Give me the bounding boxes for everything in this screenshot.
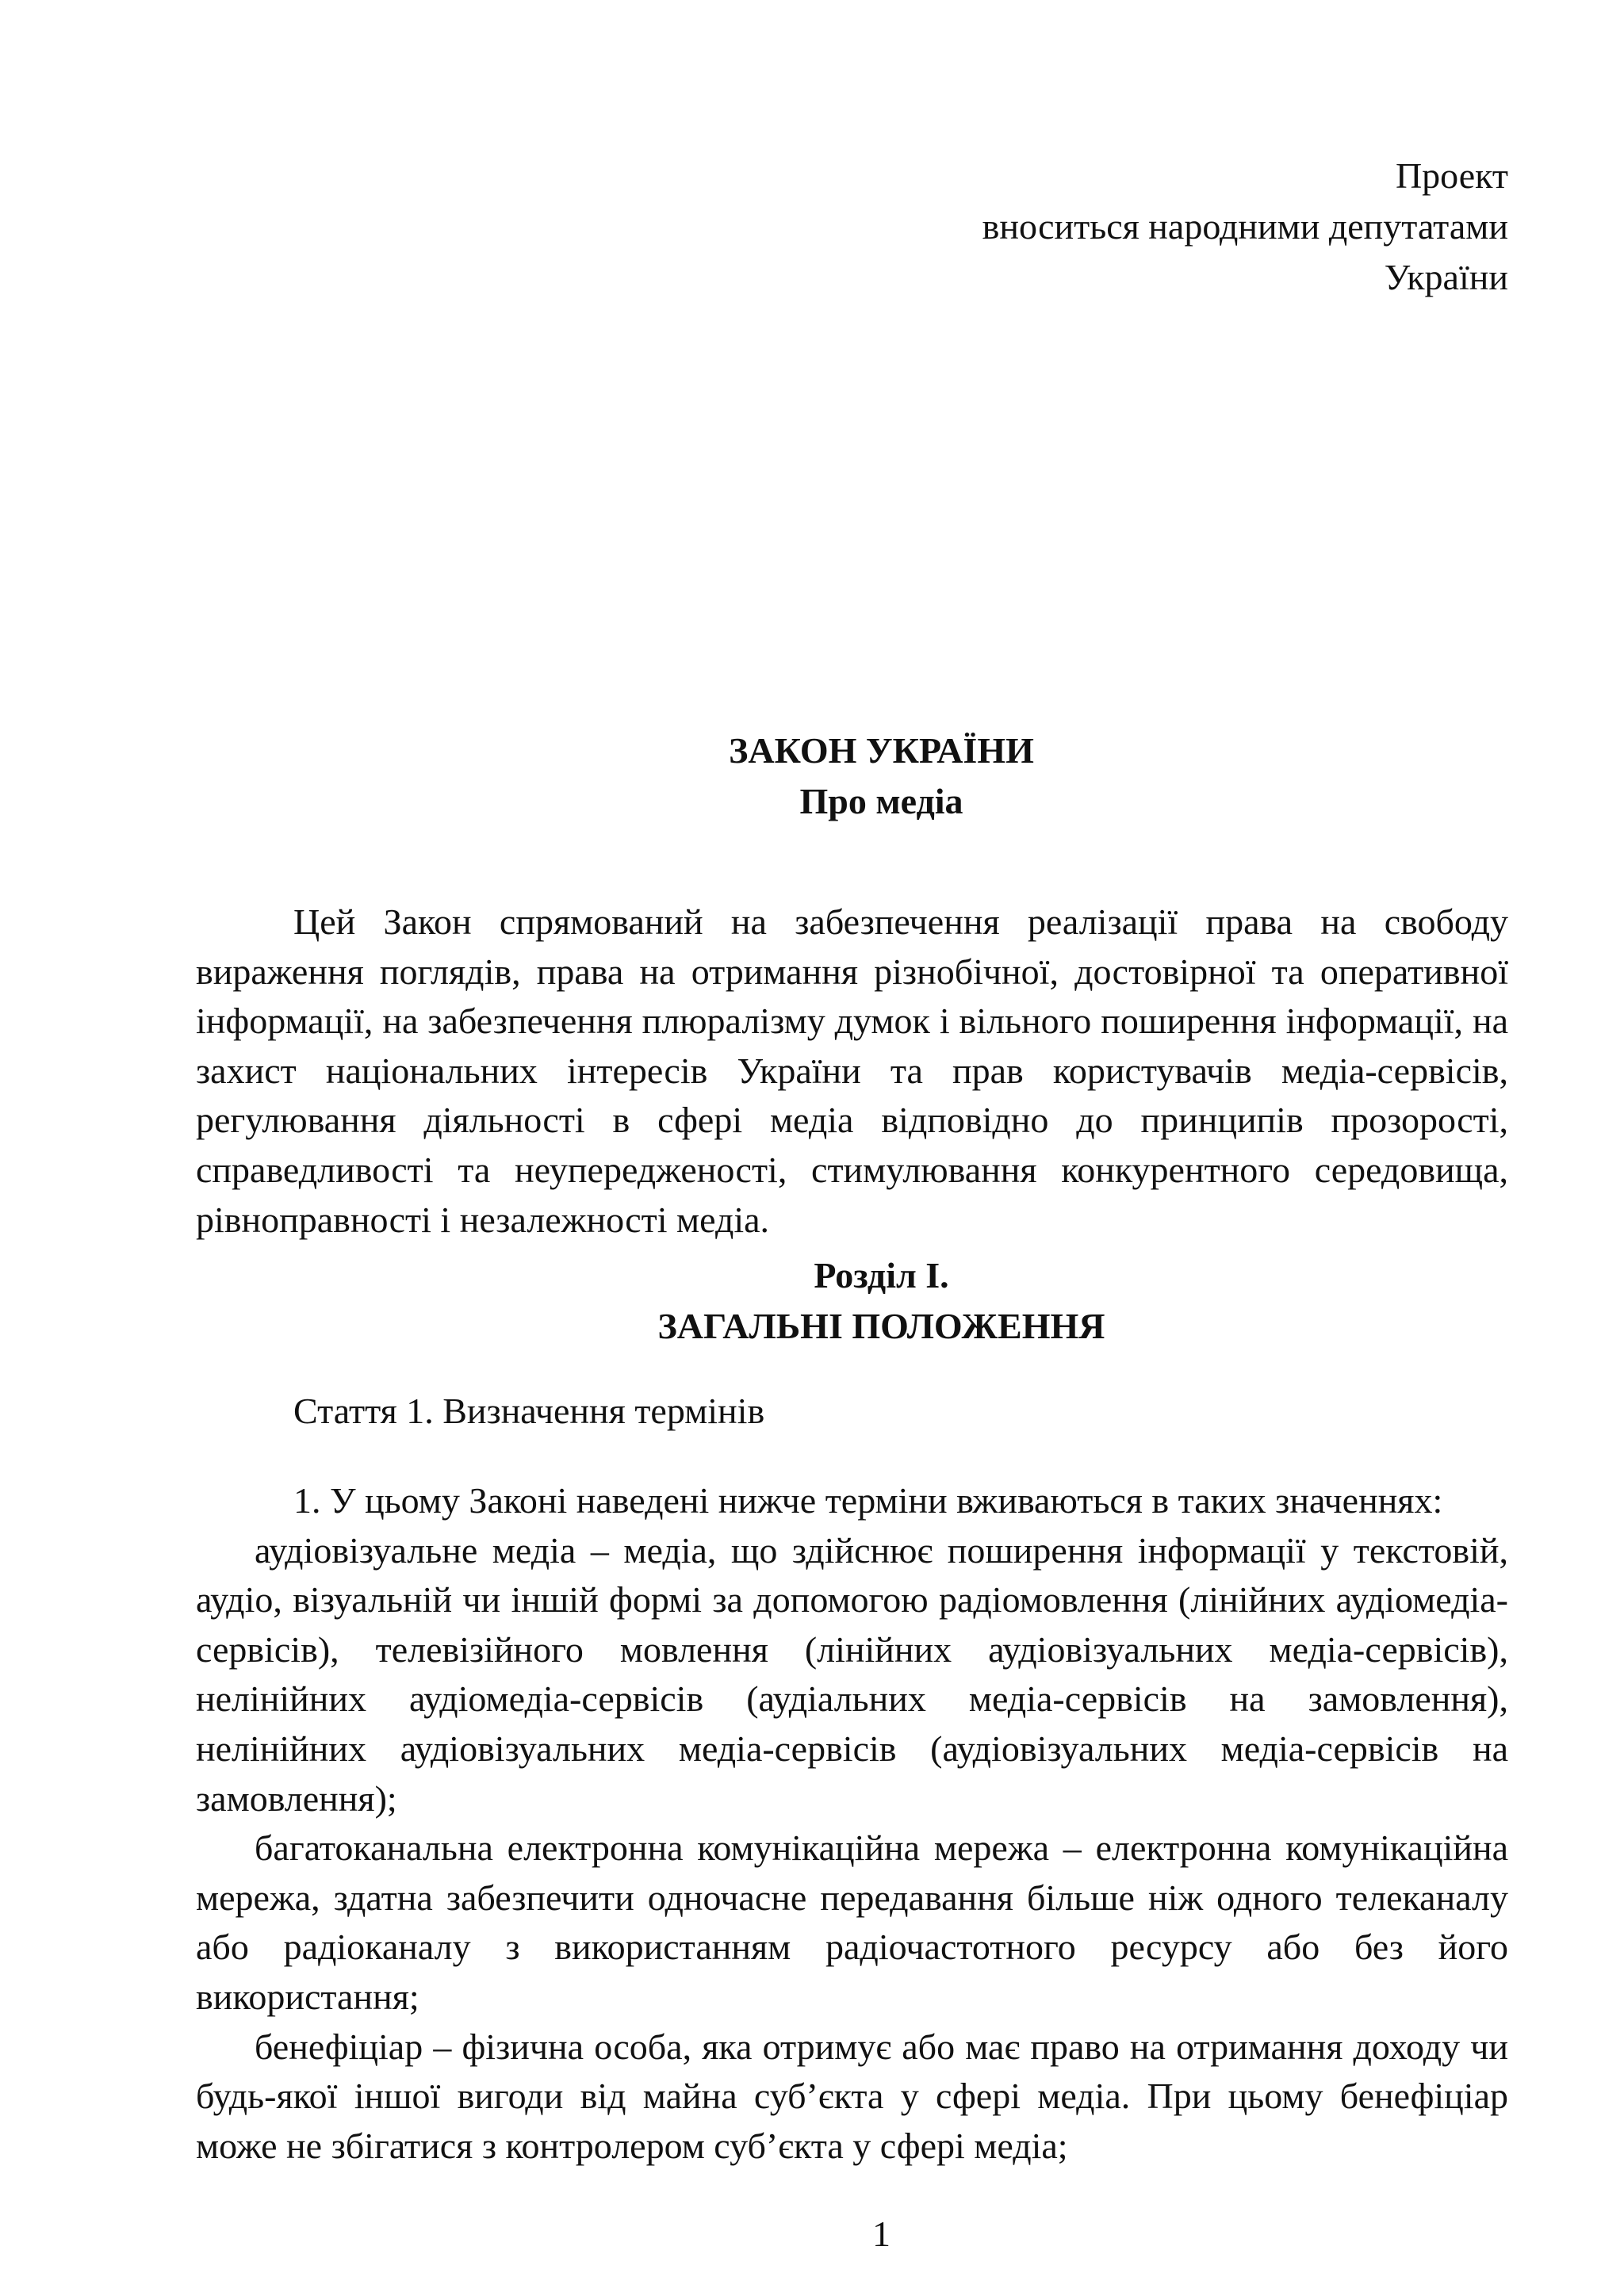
article-title: Стаття 1. Визначення термінів [293, 1391, 765, 1431]
article-intro: 1. У цьому Законі наведені нижче терміни вживаються в таких значеннях: [293, 1480, 1443, 1521]
preamble-paragraph: Цей Закон спрямований на забезпечення реалізації права на свободу вираження поглядів, права на отримання різнобічної, достовірної та оперативної інформації, на забезпечення плюралізму думок і вільного поширення інформації, на захист національних інтересів України та прав користувачів медіа-сервісів, регулювання діяльності в сфері медіа відповідно до принципів прозорості, справедливості та неупередженості, стимулювання конкурентного середовища, рівноправності і незалежності медіа. [196, 901, 1508, 1240]
law-title: ЗАКОН УКРАЇНИ [729, 730, 1034, 771]
definition-item: аудіовізуальне медіа – медіа, що здійснює поширення інформації у текстовій, аудіо, візуальній чи іншій формі за допомогою радіомовлення (лінійних аудіомедіа-сервісів), телевізійного мовлення (лінійних аудіовізуальних медіа-сервісів), нелінійних аудіомедіа-сервісів (аудіальних медіа-сервісів на замовлення), нелінійних аудіовізуальних медіа-сервісів (аудіовізуальних медіа-сервісів на замовлення); [196, 1529, 1508, 1819]
section-number: Розділ І. [814, 1255, 949, 1295]
document-header [795, 151, 1508, 303]
definition-item: багатоканальна електронна комунікаційна мережа – електронна комунікаційна мережа, здатна забезпечити одночасне передавання більше ніж одного телеканалу або радіоканалу з використанням радіочастотного ресурсу або без його використання; [196, 1827, 1508, 2017]
header-submitted-by: вноситься народними депутатами [982, 206, 1508, 247]
definition-item: бенефіціар – фізична особа, яка отримує або має право на отримання доходу чи будь-якої іншої вигоди від майна суб’єкта у сфері медіа. При цьому бенефіціар може не збігатися з контролером суб’єкта у сфері медіа; [196, 2026, 1508, 2166]
section-title: ЗАГАЛЬНІ ПОЛОЖЕННЯ [657, 1306, 1105, 1346]
definitions-list [196, 1476, 1508, 2171]
page-number: 1 [872, 2214, 891, 2254]
law-subtitle: Про медіа [799, 781, 963, 821]
header-country: України [1384, 257, 1508, 297]
section-heading [0, 1250, 1624, 1352]
law-title-block [0, 725, 1624, 827]
header-draft-label: Проект [1395, 155, 1508, 196]
